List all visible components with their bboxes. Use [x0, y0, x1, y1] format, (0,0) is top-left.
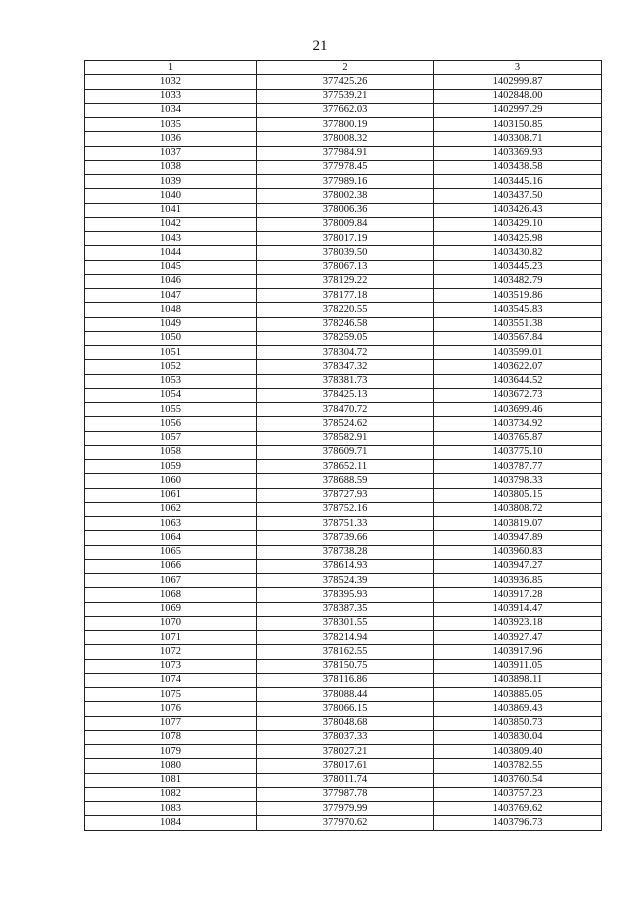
y-coordinate-cell: 1403672.73: [434, 388, 602, 402]
x-coordinate-cell: 378524.62: [257, 417, 434, 431]
x-coordinate-cell: 378301.55: [257, 616, 434, 630]
point-number-cell: 1073: [85, 659, 257, 673]
point-number-cell: 1036: [85, 132, 257, 146]
y-coordinate-cell: 1403917.96: [434, 645, 602, 659]
y-coordinate-cell: 1403808.72: [434, 502, 602, 516]
point-number-cell: 1060: [85, 474, 257, 488]
y-coordinate-cell: 1403885.05: [434, 688, 602, 702]
y-coordinate-cell: 1403798.33: [434, 474, 602, 488]
x-coordinate-cell: 378129.22: [257, 274, 434, 288]
y-coordinate-cell: 1403644.52: [434, 374, 602, 388]
point-number-cell: 1059: [85, 460, 257, 474]
x-coordinate-cell: 377989.16: [257, 175, 434, 189]
table-row: [85, 787, 602, 801]
y-coordinate-cell: 1403830.04: [434, 730, 602, 744]
x-coordinate-cell: 378002.38: [257, 189, 434, 203]
x-coordinate-cell: 378381.73: [257, 374, 434, 388]
point-number-cell: 1067: [85, 574, 257, 588]
table-row: [85, 431, 602, 445]
y-coordinate-cell: 1403960.83: [434, 545, 602, 559]
y-coordinate-cell: 1402848.00: [434, 89, 602, 103]
x-coordinate-cell: 378614.93: [257, 559, 434, 573]
table-row: [85, 246, 602, 260]
x-coordinate-cell: 378116.86: [257, 673, 434, 687]
table-row: [85, 160, 602, 174]
y-coordinate-cell: 1403599.01: [434, 346, 602, 360]
y-coordinate-cell: 1403438.58: [434, 160, 602, 174]
y-coordinate-cell: 1403757.23: [434, 787, 602, 801]
x-coordinate-cell: 378037.33: [257, 730, 434, 744]
table-row: [85, 374, 602, 388]
table-row: [85, 631, 602, 645]
point-number-cell: 1043: [85, 232, 257, 246]
y-coordinate-cell: 1403936.85: [434, 574, 602, 588]
x-coordinate-cell: 378006.36: [257, 203, 434, 217]
x-coordinate-cell: 378088.44: [257, 688, 434, 702]
x-coordinate-cell: 378387.35: [257, 602, 434, 616]
y-coordinate-cell: 1403819.07: [434, 517, 602, 531]
point-number-cell: 1035: [85, 118, 257, 132]
point-number-cell: 1049: [85, 317, 257, 331]
x-coordinate-cell: 378688.59: [257, 474, 434, 488]
point-number-cell: 1053: [85, 374, 257, 388]
table-row: [85, 417, 602, 431]
point-number-cell: 1038: [85, 160, 257, 174]
table-row: [85, 602, 602, 616]
table-row: [85, 232, 602, 246]
point-number-cell: 1052: [85, 360, 257, 374]
table-header-row: [85, 61, 602, 75]
table-row: [85, 132, 602, 146]
y-coordinate-cell: 1403809.40: [434, 745, 602, 759]
table-row: [85, 403, 602, 417]
table-row: [85, 388, 602, 402]
table-row: [85, 574, 602, 588]
y-coordinate-cell: 1403482.79: [434, 274, 602, 288]
point-number-cell: 1072: [85, 645, 257, 659]
x-coordinate-cell: 378727.93: [257, 488, 434, 502]
table-row: [85, 103, 602, 117]
x-coordinate-cell: 377662.03: [257, 103, 434, 117]
table-row: [85, 146, 602, 160]
y-coordinate-cell: 1403765.87: [434, 431, 602, 445]
x-coordinate-cell: 378246.58: [257, 317, 434, 331]
y-coordinate-cell: 1403567.84: [434, 331, 602, 345]
x-coordinate-cell: 378609.71: [257, 445, 434, 459]
table-row: [85, 659, 602, 673]
table-row: [85, 274, 602, 288]
point-number-cell: 1046: [85, 274, 257, 288]
table-row: [85, 360, 602, 374]
x-coordinate-cell: 377987.78: [257, 787, 434, 801]
x-coordinate-cell: 378017.61: [257, 759, 434, 773]
table-row: [85, 118, 602, 132]
y-coordinate-cell: 1403914.47: [434, 602, 602, 616]
point-number-cell: 1061: [85, 488, 257, 502]
table-row: [85, 730, 602, 744]
table-row: [85, 616, 602, 630]
point-number-cell: 1055: [85, 403, 257, 417]
y-coordinate-cell: 1403699.46: [434, 403, 602, 417]
x-coordinate-cell: 378259.05: [257, 331, 434, 345]
x-coordinate-cell: 377978.45: [257, 160, 434, 174]
x-coordinate-cell: 378027.21: [257, 745, 434, 759]
point-number-cell: 1048: [85, 303, 257, 317]
y-coordinate-cell: 1403911.05: [434, 659, 602, 673]
x-coordinate-cell: 378582.91: [257, 431, 434, 445]
x-coordinate-cell: 378304.72: [257, 346, 434, 360]
table-row: [85, 89, 602, 103]
table-row: [85, 759, 602, 773]
x-coordinate-cell: 378067.13: [257, 260, 434, 274]
x-coordinate-cell: 378066.15: [257, 702, 434, 716]
y-coordinate-cell: 1403429.10: [434, 217, 602, 231]
column-header-3: 3: [434, 61, 602, 75]
y-coordinate-cell: 1403734.92: [434, 417, 602, 431]
column-header-1: 1: [85, 61, 257, 75]
table-row: [85, 445, 602, 459]
table-row: [85, 773, 602, 787]
point-number-cell: 1078: [85, 730, 257, 744]
x-coordinate-cell: 378011.74: [257, 773, 434, 787]
table-row: [85, 331, 602, 345]
x-coordinate-cell: 378008.32: [257, 132, 434, 146]
y-coordinate-cell: 1403430.82: [434, 246, 602, 260]
table-row: [85, 260, 602, 274]
point-number-cell: 1057: [85, 431, 257, 445]
point-number-cell: 1032: [85, 75, 257, 89]
point-number-cell: 1045: [85, 260, 257, 274]
point-number-cell: 1081: [85, 773, 257, 787]
point-number-cell: 1037: [85, 146, 257, 160]
y-coordinate-cell: 1403782.55: [434, 759, 602, 773]
x-coordinate-cell: 378017.19: [257, 232, 434, 246]
point-number-cell: 1051: [85, 346, 257, 360]
x-coordinate-cell: 377984.91: [257, 146, 434, 160]
table-row: [85, 688, 602, 702]
point-number-cell: 1068: [85, 588, 257, 602]
table-row: [85, 517, 602, 531]
point-number-cell: 1044: [85, 246, 257, 260]
table-row: [85, 816, 602, 830]
point-number-cell: 1071: [85, 631, 257, 645]
y-coordinate-cell: 1403805.15: [434, 488, 602, 502]
point-number-cell: 1080: [85, 759, 257, 773]
point-number-cell: 1039: [85, 175, 257, 189]
table-row: [85, 474, 602, 488]
y-coordinate-cell: 1403445.16: [434, 175, 602, 189]
x-coordinate-cell: 378214.94: [257, 631, 434, 645]
point-number-cell: 1041: [85, 203, 257, 217]
y-coordinate-cell: 1403445.23: [434, 260, 602, 274]
column-header-2: 2: [257, 61, 434, 75]
table-row: [85, 559, 602, 573]
y-coordinate-cell: 1403947.27: [434, 559, 602, 573]
y-coordinate-cell: 1403760.54: [434, 773, 602, 787]
point-number-cell: 1056: [85, 417, 257, 431]
table-row: [85, 545, 602, 559]
y-coordinate-cell: 1403369.93: [434, 146, 602, 160]
y-coordinate-cell: 1403545.83: [434, 303, 602, 317]
y-coordinate-cell: 1403898.11: [434, 673, 602, 687]
point-number-cell: 1075: [85, 688, 257, 702]
x-coordinate-cell: 378395.93: [257, 588, 434, 602]
point-number-cell: 1082: [85, 787, 257, 801]
x-coordinate-cell: 378739.66: [257, 531, 434, 545]
table-row: [85, 531, 602, 545]
point-number-cell: 1033: [85, 89, 257, 103]
point-number-cell: 1084: [85, 816, 257, 830]
y-coordinate-cell: 1403917.28: [434, 588, 602, 602]
y-coordinate-cell: 1403927.47: [434, 631, 602, 645]
table-row: [85, 716, 602, 730]
y-coordinate-cell: 1402999.87: [434, 75, 602, 89]
table-row: [85, 189, 602, 203]
point-number-cell: 1069: [85, 602, 257, 616]
table-row: [85, 217, 602, 231]
point-number-cell: 1079: [85, 745, 257, 759]
table-row: [85, 175, 602, 189]
point-number-cell: 1034: [85, 103, 257, 117]
table-row: [85, 745, 602, 759]
table-row: [85, 673, 602, 687]
point-number-cell: 1064: [85, 531, 257, 545]
table-row: [85, 502, 602, 516]
point-number-cell: 1050: [85, 331, 257, 345]
table-body: [85, 75, 602, 830]
x-coordinate-cell: 378524.39: [257, 574, 434, 588]
point-number-cell: 1083: [85, 802, 257, 816]
table-row: [85, 645, 602, 659]
table-row: [85, 303, 602, 317]
table-row: [85, 702, 602, 716]
y-coordinate-cell: 1403551.38: [434, 317, 602, 331]
x-coordinate-cell: 378039.50: [257, 246, 434, 260]
table-row: [85, 289, 602, 303]
table-row: [85, 317, 602, 331]
y-coordinate-cell: 1403425.98: [434, 232, 602, 246]
x-coordinate-cell: 378177.18: [257, 289, 434, 303]
y-coordinate-cell: 1403150.85: [434, 118, 602, 132]
x-coordinate-cell: 378470.72: [257, 403, 434, 417]
x-coordinate-cell: 377800.19: [257, 118, 434, 132]
y-coordinate-cell: 1403796.73: [434, 816, 602, 830]
x-coordinate-cell: 377539.21: [257, 89, 434, 103]
x-coordinate-cell: 378347.32: [257, 360, 434, 374]
point-number-cell: 1054: [85, 388, 257, 402]
x-coordinate-cell: 378738.28: [257, 545, 434, 559]
x-coordinate-cell: 378150.75: [257, 659, 434, 673]
y-coordinate-cell: 1403622.07: [434, 360, 602, 374]
x-coordinate-cell: 377970.62: [257, 816, 434, 830]
point-number-cell: 1074: [85, 673, 257, 687]
x-coordinate-cell: 378048.68: [257, 716, 434, 730]
x-coordinate-cell: 378425.13: [257, 388, 434, 402]
point-number-cell: 1042: [85, 217, 257, 231]
y-coordinate-cell: 1403787.77: [434, 460, 602, 474]
x-coordinate-cell: 377425.26: [257, 75, 434, 89]
point-number-cell: 1047: [85, 289, 257, 303]
y-coordinate-cell: 1403308.71: [434, 132, 602, 146]
y-coordinate-cell: 1402997.29: [434, 103, 602, 117]
point-number-cell: 1066: [85, 559, 257, 573]
y-coordinate-cell: 1403869.43: [434, 702, 602, 716]
point-number-cell: 1062: [85, 502, 257, 516]
point-number-cell: 1058: [85, 445, 257, 459]
table-row: [85, 588, 602, 602]
y-coordinate-cell: 1403775.10: [434, 445, 602, 459]
y-coordinate-cell: 1403437.50: [434, 189, 602, 203]
table-row: [85, 203, 602, 217]
table-row: [85, 346, 602, 360]
y-coordinate-cell: 1403850.73: [434, 716, 602, 730]
x-coordinate-cell: 378652.11: [257, 460, 434, 474]
table-row: [85, 460, 602, 474]
page-number: 21: [312, 38, 328, 54]
point-number-cell: 1065: [85, 545, 257, 559]
point-number-cell: 1063: [85, 517, 257, 531]
coordinates-table: [84, 60, 602, 831]
x-coordinate-cell: 378009.84: [257, 217, 434, 231]
point-number-cell: 1070: [85, 616, 257, 630]
point-number-cell: 1077: [85, 716, 257, 730]
y-coordinate-cell: 1403923.18: [434, 616, 602, 630]
x-coordinate-cell: 378752.16: [257, 502, 434, 516]
x-coordinate-cell: 377979.99: [257, 802, 434, 816]
x-coordinate-cell: 378220.55: [257, 303, 434, 317]
table-row: [85, 488, 602, 502]
table-row: [85, 75, 602, 89]
y-coordinate-cell: 1403769.62: [434, 802, 602, 816]
table-row: [85, 802, 602, 816]
y-coordinate-cell: 1403426.43: [434, 203, 602, 217]
y-coordinate-cell: 1403947.89: [434, 531, 602, 545]
point-number-cell: 1076: [85, 702, 257, 716]
y-coordinate-cell: 1403519.86: [434, 289, 602, 303]
x-coordinate-cell: 378751.33: [257, 517, 434, 531]
point-number-cell: 1040: [85, 189, 257, 203]
x-coordinate-cell: 378162.55: [257, 645, 434, 659]
